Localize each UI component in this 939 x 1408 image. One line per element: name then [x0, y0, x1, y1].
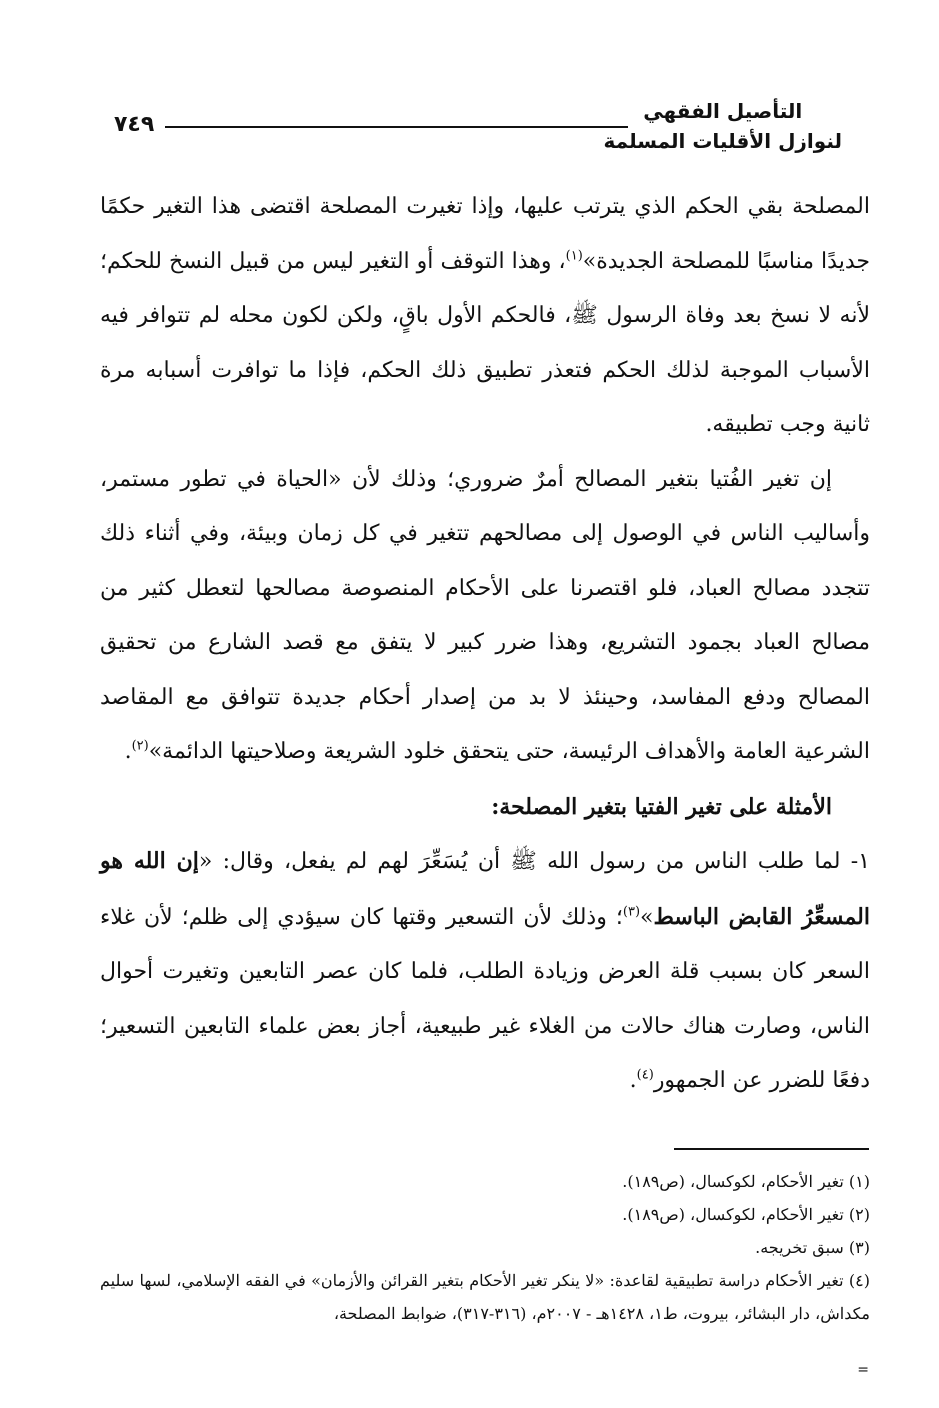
- hadith-quote: إن الله هو المسعِّرُ القابض الباسط: [100, 848, 870, 930]
- paragraph-2-text: إن تغير الفُتيا بتغير المصالح أمرٌ ضروري؛ وذلك لأن «الحياة في تطور مستمر، وأساليب الناس في الوصول إلى مصالحهم تتغير في كل زمان وبيئة، وفي أثناء ذلك تتجدد مصالح العباد، فلو اقتصرنا على الأحكام المنصوصة مصالحها لتعطل كثير من مصالح العباد بجمود التشريع، وهذا ضرر كبير لا يتفق مع قصد الشارع من تحقيق المصالح ودفع المفاسد، وحينئذ لا بد من إصدار أحكام جديدة تتوافق مع المقاصد الشرعية العامة والأهداف الرئيسة، حتى يتحقق خلود الشريعة وصلاحيتها الدائمة»: [100, 466, 870, 764]
- item-1-end: .: [629, 1068, 637, 1093]
- running-header: [100, 96, 842, 168]
- section-heading: الأمثلة على تغير الفتيا بتغير المصلحة:: [491, 793, 832, 820]
- footnote-separator: [674, 1148, 869, 1150]
- footnote-3: (٣) سبق تخريجه.: [755, 1238, 870, 1257]
- footnote-ref-4: (٤): [636, 1067, 654, 1083]
- footnote-ref-3: (٣): [622, 904, 641, 920]
- page-number: ٧٤٩: [114, 112, 155, 137]
- item-1-text: ١- لما طلب الناس من رسول الله ﷺ أن يُسَعِّرَ لهم لم يفعل، وقال: «: [198, 849, 870, 874]
- book-title-line1: التأصيل الفقهي: [643, 99, 803, 123]
- footnote-ref-2: (٢): [131, 738, 149, 754]
- book-title-line2: لنوازل الأقليات المسلمة: [603, 129, 842, 153]
- footnote-ref-1: (١): [565, 248, 583, 264]
- footnote-2: (٢) تغير الأحكام، لكوكسال، (ص١٨٩).: [622, 1205, 870, 1224]
- paragraph-1: [100, 180, 870, 453]
- continuation-mark: =: [857, 1362, 869, 1378]
- footnote-1: (١) تغير الأحكام، لكوكسال، (ص١٨٩).: [622, 1172, 870, 1191]
- footnotes: [100, 1165, 870, 1330]
- footnote-4: (٤) تغير الأحكام دراسة تطبيقية لقاعدة: «لا ينكر تغير الأحكام بتغير القرائن والأزمان» في الفقه الإسلامي، لسها سليم مكداش، دار البشائر، بيروت، ط١، ١٤٢٨هـ - ٢٠٠٧م، (٣١٦-٣١٧)، ضوابط المصلحة،: [100, 1271, 870, 1323]
- paragraph-1-text: المصلحة بقي الحكم الذي يترتب عليها، وإذا تغيرت المصلحة اقتضى هذا التغير حكمًا جديدًا مناسبًا للمصلحة الجديدة»: [100, 194, 870, 274]
- example-item-1: [100, 834, 870, 1109]
- paragraph-2-end: .: [124, 739, 132, 764]
- header-rule: [165, 126, 628, 128]
- item-1-text-cont: ؛ وذلك لأن التسعير وقتها كان سيؤدي إلى ظلم؛ لأن غلاء السعر كان بسبب قلة العرض وزيادة الطلب، فلما كان عصر التابعين وتغيرت أحوال الناس، وصارت هناك حالات من الغلاء غير طبيعية، أجاز بعض علماء التابعين التسعير؛ دفعًا للضرر عن الجمهور: [100, 904, 870, 1093]
- book-title: [604, 96, 842, 156]
- main-text: [100, 180, 870, 1109]
- paragraph-2: [100, 453, 870, 780]
- paragraph-1-text-cont: ، وهذا التوقف أو التغير ليس من قبيل النسخ للحكم؛ لأنه لا نسخ بعد وفاة الرسول ﷺ، فالحكم الأول باقٍ، ولكن لكون محله لم تتوافر فيه الأسباب الموجبة لذلك الحكم فتعذر تطبيق ذلك الحكم، فإذا ما توافرت أسبابه مرة ثانية وجب تطبيقه.: [100, 248, 870, 437]
- item-1-quote-close: »: [640, 904, 654, 930]
